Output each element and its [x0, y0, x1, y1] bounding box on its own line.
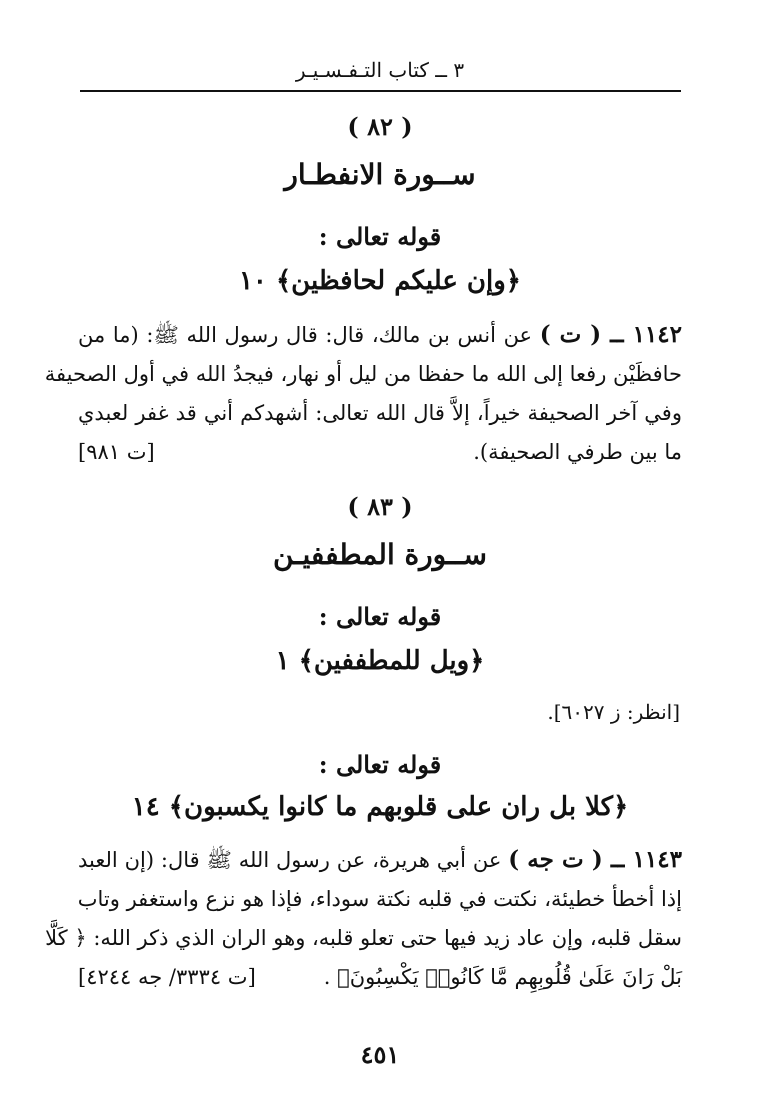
- hadith-number: ١١٤٢ ــ ( ت ): [539, 321, 682, 348]
- hadith-1143: [45, 840, 682, 997]
- qawl-heading: قوله تعالى :: [318, 602, 442, 631]
- surah-title-mutaffifin: ســورة المطففيـن: [272, 538, 488, 571]
- hadith-line: وفي آخر الصحيفة خيراً، إلاَّ قال الله تعالى: أشهدكم أني قد غفر لعبدي: [78, 401, 682, 425]
- surah-number-83: ( ٨٣ ): [347, 492, 413, 521]
- hadith-1142: [44, 315, 682, 472]
- source-reference: [ت ٣٣٣٤/ جه ٤٢٤٤]: [78, 965, 256, 989]
- hadith-line: إذا أخطأ خطيئة، نكتت في قلبه نكتة سوداء، فإذا هو نزع واستغفر وتاب: [77, 887, 682, 911]
- hadith-line: حافظَيْن رفعا إلى الله ما حفظا من ليل أو نهار، فيجدُ الله في أول الصحيفة: [44, 362, 682, 386]
- ayah-verse: ﴿ويل للمطففين﴾ ١: [275, 646, 485, 676]
- page-number: ٤٥١: [360, 1040, 400, 1069]
- hadith-line: ١١٤٢ ــ ( ت ) عن أنس بن مالك، قال: قال رسول الله ﷺ: (ما من: [78, 321, 682, 348]
- hadith-line: ١١٤٣ ــ ( ت جه ) عن أبي هريرة، عن رسول الله ﷺ قال: (إن العبد: [78, 846, 682, 873]
- header-divider: [80, 90, 681, 92]
- surah-title-infitar: ســورة الانفطـار: [284, 158, 476, 191]
- qawl-heading: قوله تعالى :: [318, 222, 442, 251]
- hadith-line: سقل قلبه، وإن عاد زيد فيها حتى تعلو قلبه، وهو الران الذي ذكر الله: ﴿ كَلَّا: [45, 926, 682, 950]
- hadith-number: ١١٤٣ ــ ( ت جه ): [508, 846, 682, 873]
- qawl-heading: قوله تعالى :: [318, 750, 442, 779]
- ayah-verse: ﴿كلا بل ران على قلوبهم ما كانوا يكسبون﴾ ١٤: [131, 792, 629, 822]
- hadith-line: بَلْ رَانَ عَلَىٰ قُلُوبِهِم مَّا كَانُوا۟ يَكْسِبُونَ﴾ . [ت ٣٣٣٤/ جه ٤٢٤٤]: [78, 958, 682, 997]
- ayah-verse: ﴿وإن عليكم لحافظين﴾ ١٠: [238, 266, 522, 296]
- cross-reference-note: [انظر: ز ٦٠٢٧].: [547, 700, 680, 724]
- running-header: ٣ ــ كتاب التـفـسـيـر: [295, 58, 465, 82]
- hadith-line: ما بين طرفي الصحيفة). [ت ٩٨١]: [78, 433, 682, 472]
- surah-number-82: ( ٨٢ ): [347, 112, 413, 141]
- source-reference: [ت ٩٨١]: [78, 440, 155, 464]
